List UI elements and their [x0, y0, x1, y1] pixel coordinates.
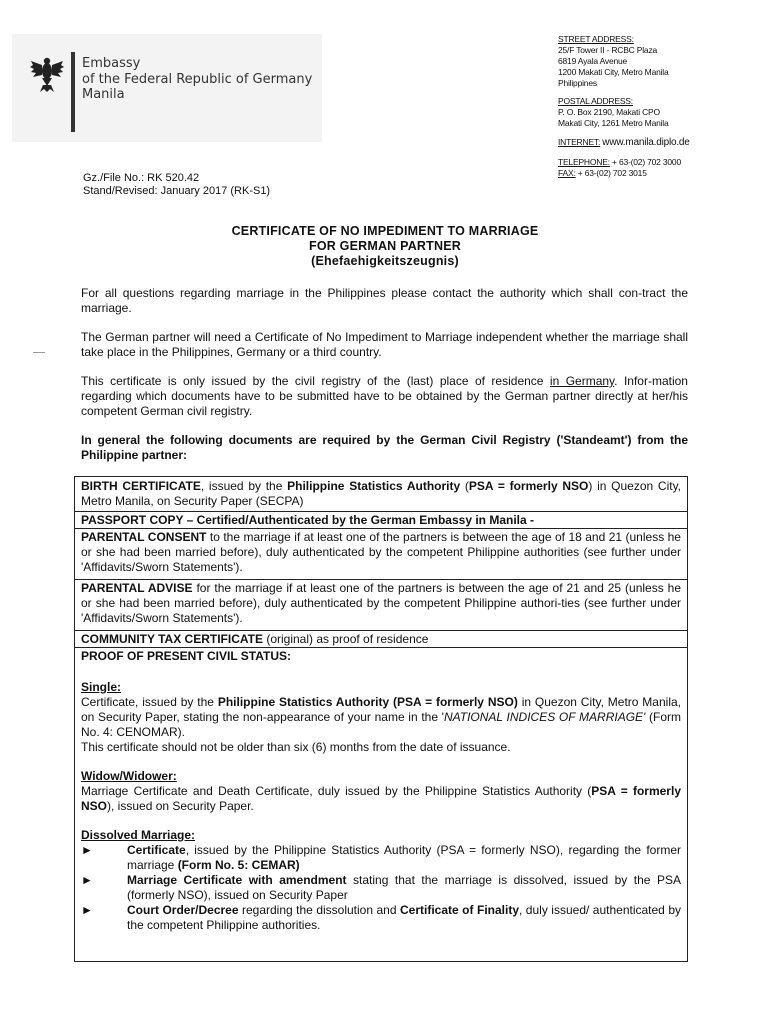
embassy-name: [82, 56, 312, 103]
title-line: FOR GERMAN PARTNER: [309, 239, 461, 253]
table-row: [75, 580, 687, 631]
text-span: This certificate is only issued by the civil registry of the (last) place of residence: [81, 374, 550, 388]
postal-address-label: POSTAL ADDRESS:: [558, 96, 633, 106]
text-span: ) in Quezon City, Metro Manila, on Security Paper (SECPA): [81, 479, 682, 508]
text-span: stating that the marriage is dissolved, issued by the PSA (formerly NSO), issued on Security Paper: [127, 873, 681, 902]
street-address-line: 25/F Tower II - RCBC Plaza: [558, 45, 658, 55]
bullet-text: [127, 873, 681, 903]
authority-name: Philippine Statistics Authority: [287, 479, 461, 493]
form-name: (Form No. 5: CEMAR): [177, 858, 300, 872]
underlined-text: in Germany: [549, 374, 615, 388]
table-row: [75, 631, 687, 648]
fax-label: FAX:: [558, 168, 576, 178]
margin-mark: [33, 352, 45, 353]
text-span: for the marriage if at least one of the partners is between the age of 21 and 25 (unless he or she had been married before), duly authenticated by the competent Philippine authori-ties (see further under 'Affidavits/Sworn Statements').: [81, 581, 681, 625]
intro-paragraph-3: [81, 374, 688, 419]
file-number: Gz./File No.: RK 520.42: [83, 172, 200, 184]
title-line: (Ehefaehigkeitszeugnis): [311, 254, 459, 268]
street-address-line: 1200 Makati City, Metro Manila: [558, 67, 669, 77]
list-item: [81, 843, 681, 873]
arrow-bullet-icon: ►: [81, 843, 93, 857]
arrow-bullet-icon: ►: [81, 873, 93, 887]
dissolved-heading: Dissolved Marriage:: [81, 828, 196, 842]
text-span: (: [460, 479, 469, 493]
text-span: in Quezon City, Metro Manila, on Security Paper, stating the non-appearance of your name in the ': [81, 695, 681, 724]
title-line: CERTIFICATE OF NO IMPEDIMENT TO MARRIAGE: [231, 224, 539, 238]
internet-label: INTERNET:: [558, 137, 601, 147]
authority-abbrev: PSA = formerly NSO: [81, 784, 681, 813]
federal-eagle-icon: [30, 55, 64, 93]
authority-abbrev: PSA = formerly NSO: [468, 479, 589, 493]
contact-lines: [558, 157, 681, 179]
text-span: , issued by the Philippine Statistics Authority (PSA = formerly NSO), regarding the former marriage: [127, 843, 681, 872]
list-item: [81, 903, 681, 933]
text-span: , issued by the: [200, 479, 288, 493]
doc-name: BIRTH CERTIFICATE: [81, 479, 201, 493]
intro-paragraph-1: For all questions regarding marriage in the Philippines please contact the authority which shall con-tract the marriage.: [81, 286, 688, 315]
italic-text: NATIONAL INDICES OF MARRIAGE': [443, 710, 646, 724]
document-title: [0, 224, 770, 269]
street-address-line: 6819 Ayala Avenue: [558, 56, 628, 66]
text-span: Certificate, issued by the: [81, 695, 218, 709]
table-row: [75, 477, 687, 512]
widow-text: [81, 784, 681, 814]
list-item: [81, 873, 681, 903]
postal-address-line: P. O. Box 2190, Makati CPO: [558, 107, 660, 117]
internet-line: [558, 137, 690, 148]
table-row: PASSPORT COPY – Certified/Authenticated by the German Embassy in Manila -: [75, 512, 687, 529]
doc-name: Court Order/Decree: [127, 903, 239, 917]
authority-name: Philippine Statistics Authority (PSA = formerly NSO): [217, 695, 518, 709]
doc-name: PARENTAL CONSENT: [81, 530, 207, 544]
text-span: Marriage Certificate and Death Certificate, duly issued by the Philippine Statistics Authority (: [81, 784, 592, 798]
documents-table: [74, 476, 688, 962]
text-span: (original) as proof of residence: [263, 632, 429, 646]
revision-date: Stand/Revised: January 2017 (RK-S1): [83, 185, 271, 197]
postal-address-line: Makati City, 1261 Metro Manila: [558, 118, 669, 128]
widow-heading: Widow/Widower:: [81, 769, 177, 783]
street-address: [558, 34, 669, 89]
intro-paragraph-2: The German partner will need a Certificate of No Impediment to Marriage independent whether the marriage shall take place in the Philippines, Germany or a third country.: [81, 330, 688, 359]
text-span: , duly issued/ authenticated by the competent Philippine authorities.: [127, 903, 682, 932]
doc-name: Certificate of Finality: [400, 903, 519, 917]
text-span: regarding the dissolution and: [238, 903, 401, 917]
embassy-line: Manila: [82, 87, 125, 102]
text-span: (Form No. 4: CENOMAR).: [81, 710, 681, 739]
doc-name: Marriage Certificate with amendment: [127, 873, 347, 887]
table-row: [75, 529, 687, 580]
embassy-line: Embassy: [82, 56, 141, 71]
telephone-label: TELEPHONE:: [558, 157, 610, 167]
text-span: to the marriage if at least one of the partners is between the age of 18 and 21 (unless he or she had been married before), duly authenticated by the competent Philippine authorities (see further under 'Affidavits/Sworn Statements').: [81, 530, 681, 574]
telephone-value: + 63-(02) 702 3000: [612, 157, 681, 167]
file-info: [83, 172, 270, 198]
civil-status-title: PROOF OF PRESENT CIVIL STATUS:: [81, 649, 292, 663]
internet-link[interactable]: www.manila.diplo.de: [602, 137, 690, 148]
street-address-label: STREET ADDRESS:: [558, 34, 634, 44]
street-address-line: Philippines: [558, 78, 597, 88]
embassy-line: of the Federal Republic of Germany: [82, 71, 313, 87]
intro-paragraph-4: In general the following documents are required by the German Civil Registry ('Standeamt') from the Philippine partner:: [81, 433, 688, 462]
text-span: . Infor-mation regarding which documents have to be submitted have to be obtained by the German partner directly at her/his competent German civil registry.: [81, 374, 688, 418]
fax-value: + 63-(02) 702 3015: [577, 168, 647, 178]
postal-address: [558, 96, 669, 129]
table-row: [75, 648, 687, 933]
arrow-bullet-icon: ►: [81, 903, 93, 917]
doc-name: Certificate: [127, 843, 186, 857]
doc-name: PARENTAL ADVISE: [81, 581, 193, 595]
text-span: ), issued on Security Paper.: [107, 799, 254, 813]
single-text: [81, 695, 681, 740]
letterhead-divider: [71, 52, 75, 132]
doc-name: COMMUNITY TAX CERTIFICATE: [81, 632, 263, 646]
single-heading: Single:: [81, 680, 122, 694]
bullet-text: [127, 843, 681, 873]
bullet-text: [127, 903, 681, 933]
single-validity: This certificate should not be older than six (6) months from the date of issuance.: [81, 740, 511, 754]
